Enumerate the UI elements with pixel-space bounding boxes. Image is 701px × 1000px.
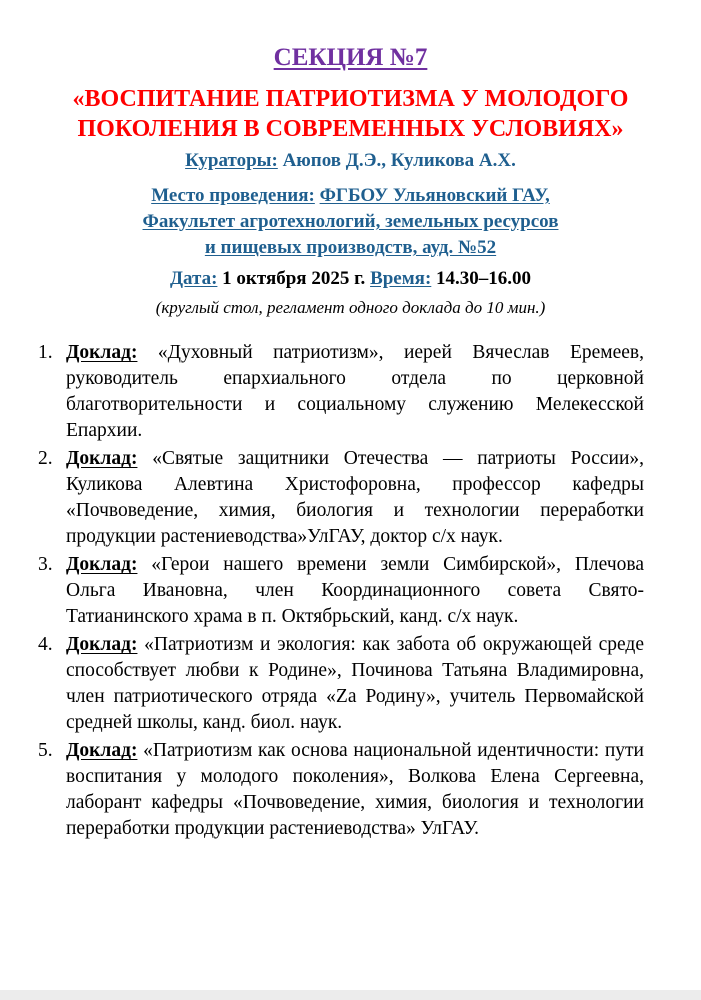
report-number: 5. — [38, 740, 53, 761]
report-number: 4. — [38, 634, 53, 655]
reports-list — [38, 340, 644, 844]
venue-label: Место проведения: — [151, 185, 315, 206]
report-item — [38, 552, 644, 630]
report-label: Доклад: — [66, 634, 138, 655]
curators-line — [0, 150, 701, 172]
report-number: 2. — [38, 448, 53, 469]
report-item — [38, 632, 644, 736]
theme-title-line-2: ПОКОЛЕНИЯ В СОВРЕМЕННЫХ УСЛОВИЯХ» — [77, 116, 624, 142]
time-label: Время: — [370, 268, 432, 289]
venue-line-2: Факультет агротехнологий, земельных ресурсов — [142, 211, 559, 232]
report-text: «Духовный патриотизм», иерей Вячеслав Еремеев, руководитель епархиального отдела по церковной благотворительности и социальному служению Мелекесской Епархии. — [66, 342, 645, 441]
report-label: Доклад: — [66, 448, 138, 469]
time-value: 14.30–16.00 — [436, 268, 532, 289]
schedule-line — [0, 268, 701, 290]
report-label: Доклад: — [66, 554, 138, 575]
curators-value: Аюпов Д.Э., Куликова А.Х. — [282, 150, 516, 171]
report-text: «Патриотизм и экология: как забота об окружающей среде способствует любви к Родине», Починова Татьяна Владимировна, член патриотического отряда «Zа Родину», учитель Первомайской средней школы, канд. биол. наук. — [66, 634, 644, 733]
format-note: (круглый стол, регламент одного доклада до 10 мин.) — [155, 298, 546, 317]
report-item — [38, 340, 644, 444]
venue-line-3: и пищевых производств, ауд. №52 — [204, 237, 497, 258]
report-text: «Святые защитники Отечества — патриоты России», Куликова Алевтина Христофоровна, профессор кафедры «Почвоведение, химия, биология и технологии переработки продукции растениеводства»УлГАУ, доктор с/х наук. — [66, 448, 645, 547]
report-item — [38, 446, 644, 550]
report-item — [38, 738, 644, 842]
report-label: Доклад: — [66, 740, 138, 761]
report-label: Доклад: — [66, 342, 138, 363]
report-number: 1. — [38, 342, 53, 363]
curators-label: Кураторы: — [185, 150, 278, 171]
venue-line-1: ФГБОУ Ульяновский ГАУ, — [319, 185, 550, 206]
theme-title-line-1: «ВОСПИТАНИЕ ПАТРИОТИЗМА У МОЛОДОГО — [72, 86, 629, 112]
theme-title — [20, 84, 681, 144]
page-bottom-margin — [0, 990, 701, 1000]
venue-block — [0, 183, 701, 261]
report-text: «Герои нашего времени земли Симбирской», Плечова Ольга Ивановна, член Координационного совета Свято-Татианинского храма в п. Октябрьский, канд. с/х наук. — [66, 554, 644, 627]
report-number: 3. — [38, 554, 53, 575]
date-value: 1 октября 2025 г. — [222, 268, 366, 289]
date-label: Дата: — [169, 268, 218, 289]
report-text: «Патриотизм как основа национальной идентичности: пути воспитания у молодого поколения», Волкова Елена Сергеевна, лаборант кафедры «Почвоведение, химия, биология и технологии переработки продукции растениеводства» УлГАУ. — [66, 740, 644, 839]
section-title: СЕКЦИЯ №7 — [273, 44, 428, 71]
